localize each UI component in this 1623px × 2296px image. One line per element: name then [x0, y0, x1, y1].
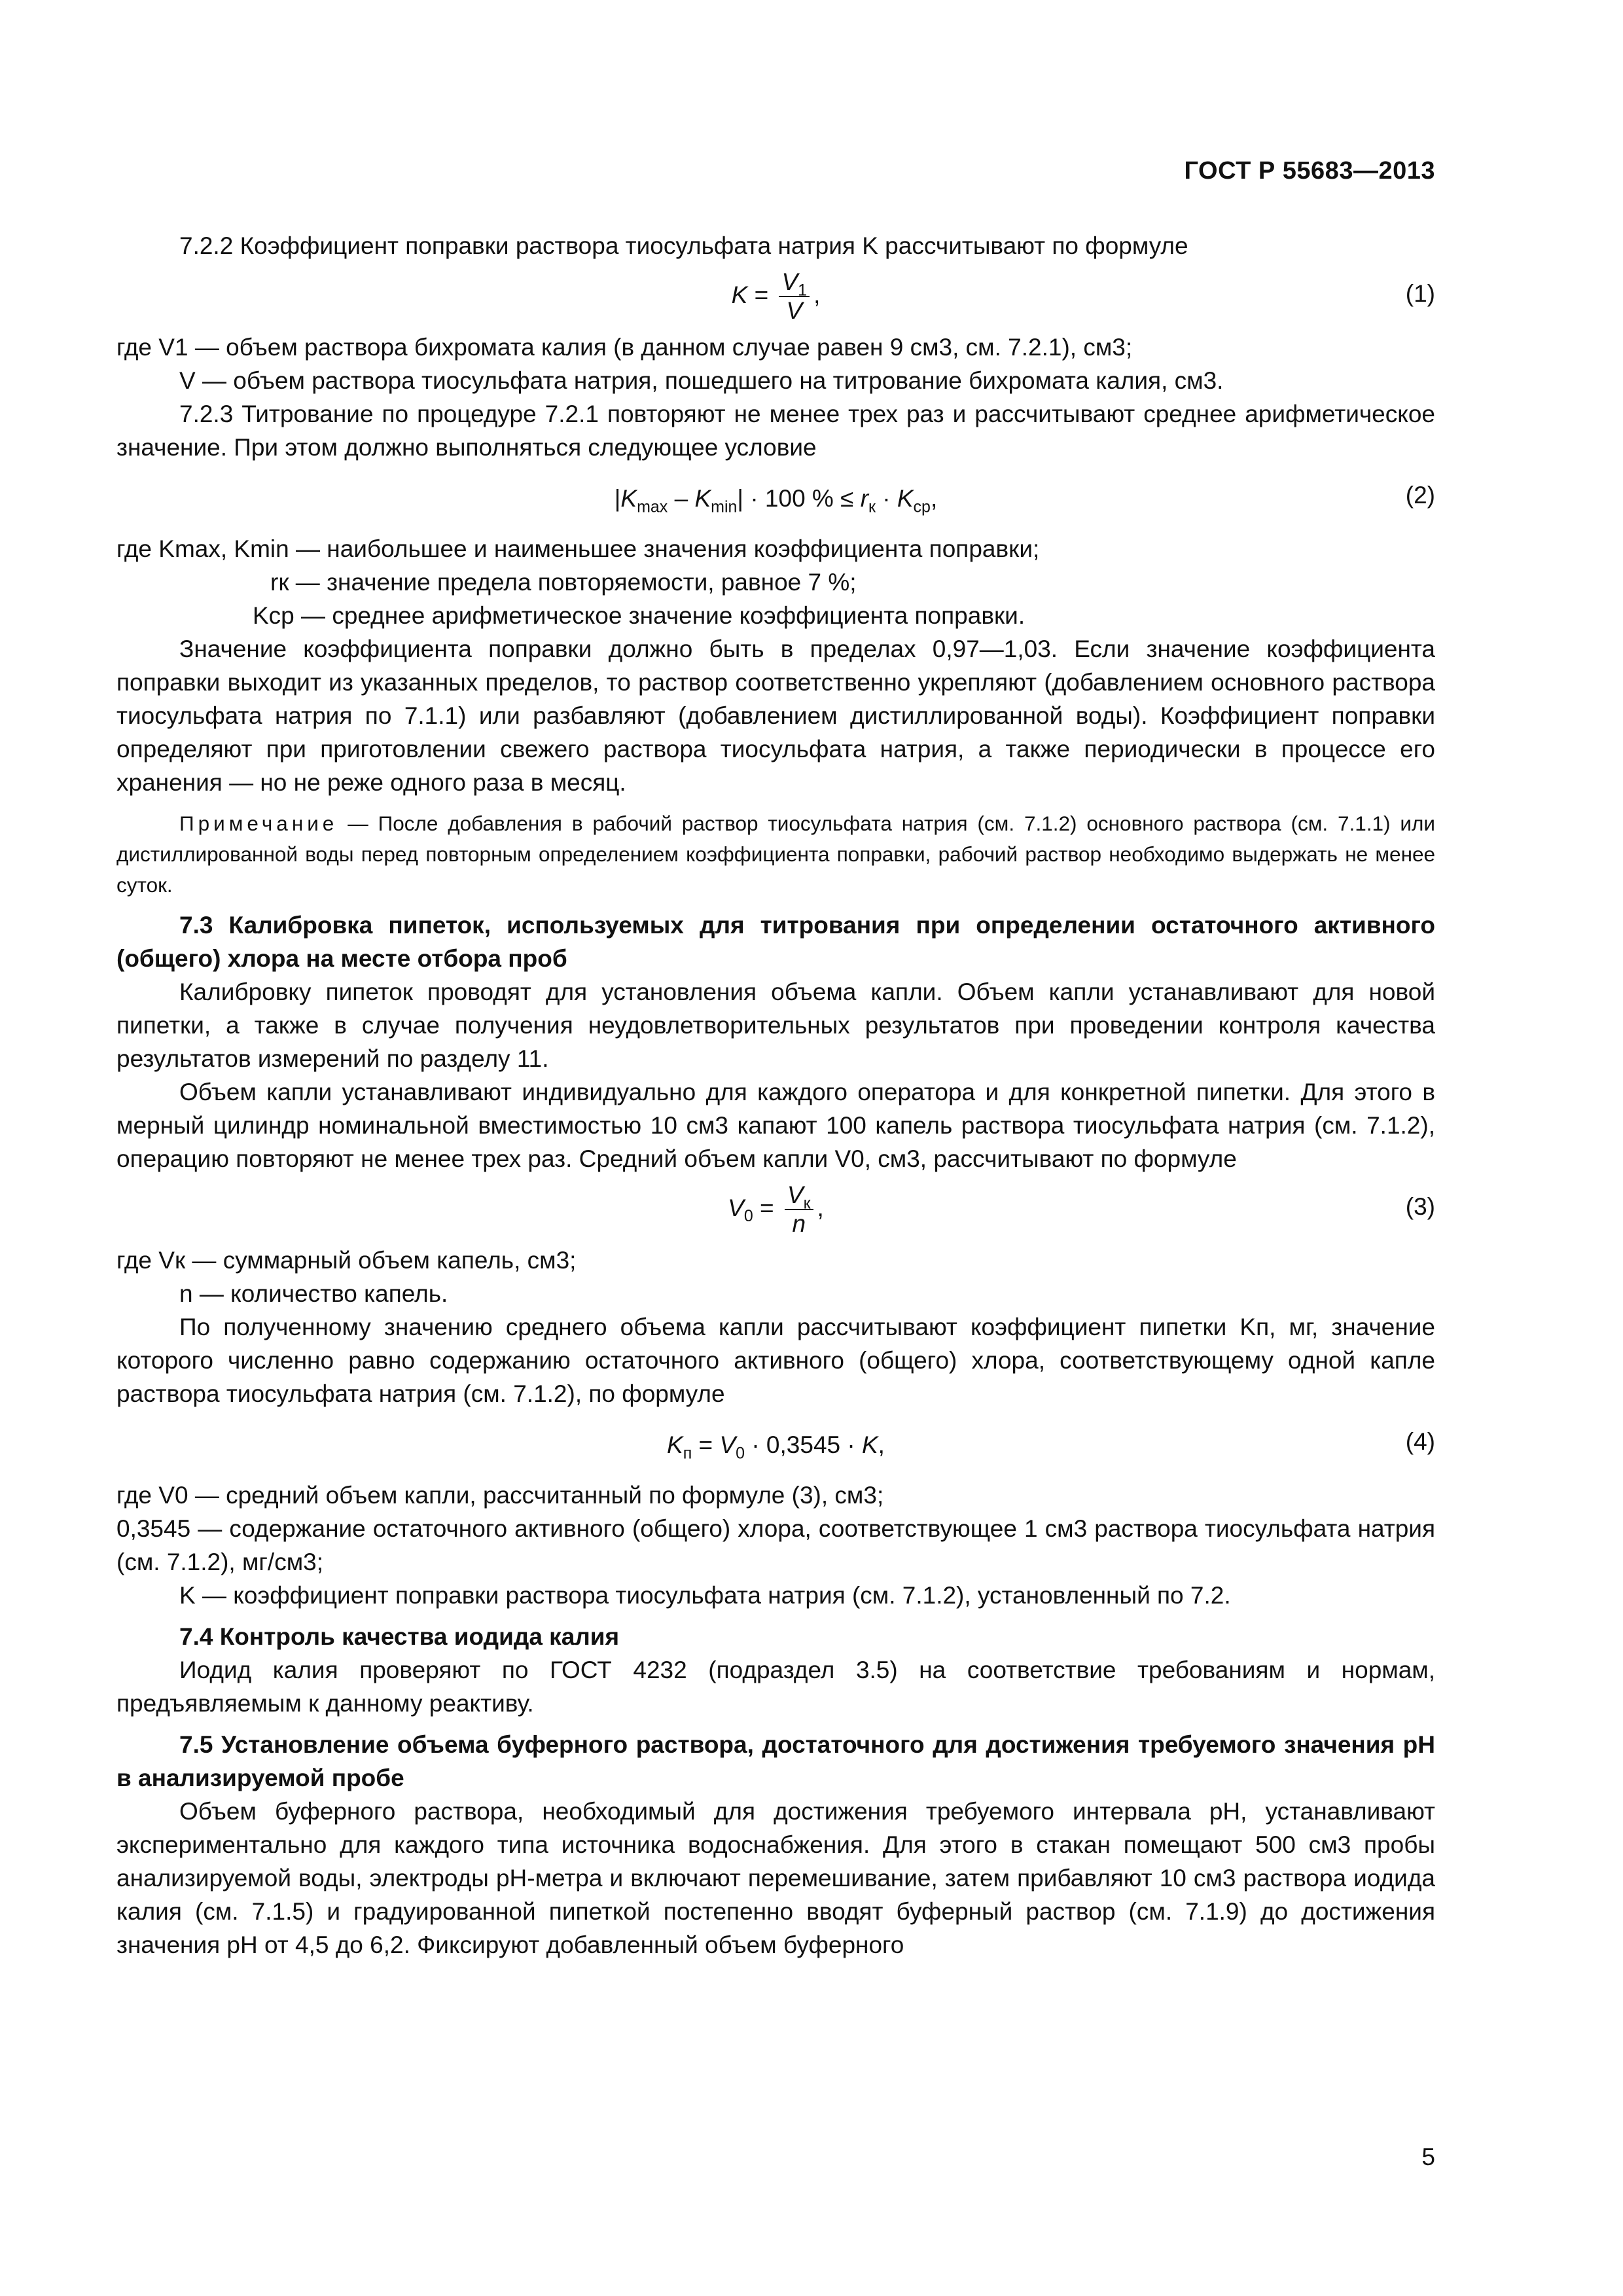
where-3-line-1: где Vк — суммарный объем капель, см3;: [116, 1247, 577, 1274]
clause-7-2-2: 7.2.2 Коэффициент поправки раствора тиосульфата натрия K рассчитывают по формуле: [179, 232, 1188, 259]
where-1-line-2: V — объем раствора тиосульфата натрия, пошедшего на титрование бихромата калия, см3.: [179, 367, 1224, 394]
paragraph-7-5: Объем буферного раствора, необходимый для достижения требуемого интервала pH, устанавливают экспериментально для каждого типа источника водоснабжения. Для этого в стакан помещают 500 см3 пробы анализируемой воды, электроды pH-метра и включают перемешивание, затем прибавляют 10 см3 раствора иодида калия (см. 7.1.5) и градуированной пипеткой постепенно вводят буферный раствор (см. 7.1.9) до достижения значения pH от 4,5 до 6,2. Фиксируют добавленный объем буферного: [116, 1798, 1435, 1958]
paragraph-7-3-b: Объем капли устанавливают индивидуально для каждого оператора и для конкретной пипетки. Для этого в мерный цилиндр номинальной вместимостью 10 см3 капают 100 капель раствора тиосульфата натрия (см. 7.1.2), операцию повторяют не менее трех раз. Средний объем капли V0, см3, рассчитывают по формуле: [116, 1079, 1435, 1172]
heading-7-4: 7.4 Контроль качества иодида калия: [179, 1623, 620, 1650]
where-2-line-1: где Kmax, Kmin — наибольшее и наименьшее значения коэффициента поправки;: [116, 535, 1040, 562]
paragraph-correction-range: Значение коэффициента поправки должно быть в пределах 0,97—1,03. Если значение коэффициента поправки выходит из указанных пределов, то раствор соответственно укрепляют (добавлением основного раствора тиосульфата натрия по 7.1.1) или разбавляют (добавлением дистиллированной воды). Коэффициент поправки определяют при приготовлении свежего раствора тиосульфата натрия, а также периодически в процессе его хранения — но не реже одного раза в месяц.: [116, 636, 1435, 796]
where-2-line-2: rк — значение предела повторяемости, равное 7 %;: [270, 569, 857, 596]
formula-3: [116, 1181, 1435, 1238]
formula-4-expression: $K_п = V_0 \cdot 0,3545 \cdot K$,: [667, 1431, 885, 1462]
formula-3-fraction: $\frac{V_к}{n}$: [785, 1181, 813, 1238]
where-4-line-3: K — коэффициент поправки раствора тиосульфата натрия (см. 7.1.2), установленный по 7.2.: [179, 1582, 1231, 1609]
paragraph-7-3-c: По полученному значению среднего объема капли рассчитывают коэффициент пипетки Kп, мг, значение которого численно равно содержанию остаточного активного (общего) хлора, соответствующему одной капле раствора тиосульфата натрия (см. 7.1.2), по формуле: [116, 1314, 1435, 1407]
formula-2: [116, 469, 1435, 527]
formula-1: [116, 268, 1435, 325]
formula-4: [116, 1416, 1435, 1473]
document-header: ГОСТ Р 55683—2013: [1184, 157, 1435, 185]
note: [116, 808, 1435, 901]
formula-1-fraction: $\frac{V_1}{V}$: [779, 268, 810, 325]
formula-2-expression: $|K_{max} - K_{min}| \cdot 100$ % ≤ $r_к \cdot K_{ср}$,: [614, 484, 938, 516]
where-4-line-1: где V0 — средний объем капли, рассчитанный по формуле (3), см3;: [116, 1482, 884, 1509]
clause-7-2-3: 7.2.3 Титрование по процедуре 7.2.1 повторяют не менее трех раз и рассчитывают среднее арифметическое значение. При этом должно выполняться следующее условие: [116, 401, 1435, 461]
where-2-line-3: Kср — среднее арифметическое значение коэффициента поправки.: [253, 602, 1026, 629]
paragraph-7-4: Иодид калия проверяют по ГОСТ 4232 (подраздел 3.5) на соответствие требованиям и нормам, предъявляемым к данному реактиву.: [116, 1657, 1435, 1717]
heading-7-3: 7.3 Калибровка пипеток, используемых для титрования при определении остаточного активного (общего) хлора на месте отбора проб: [116, 912, 1435, 972]
formula-1-number: (1): [1405, 280, 1435, 307]
page-number: 5: [1421, 2144, 1435, 2170]
heading-7-5: 7.5 Установление объема буферного раствора, достаточного для достижения требуемого значения pH в анализируемой пробе: [116, 1731, 1435, 1791]
paragraph-7-3-a: Калибровку пипеток проводят для установления объема капли. Объем капли устанавливают для новой пипетки, а также в случае получения неудовлетворительных результатов при проведении контроля качества результатов измерений по разделу 11.: [116, 978, 1435, 1072]
formula-3-number: (3): [1405, 1193, 1435, 1220]
formula-1-expression: K = $\frac{V_1}{V}$ ,: [731, 268, 821, 324]
where-3-line-2: n — количество капель.: [179, 1280, 448, 1307]
formula-2-number: (2): [1405, 482, 1435, 509]
page-content: [116, 229, 1435, 1962]
note-label: Примечание: [179, 812, 338, 835]
where-4-line-2: 0,3545 — содержание остаточного активного (общего) хлора, соответствующее 1 см3 раствора тиосульфата натрия (см. 7.1.2), мг/см3;: [116, 1515, 1435, 1575]
note-text: — После добавления в рабочий раствор тиосульфата натрия (см. 7.1.2) основного раствора (см. 7.1.1) или дистиллированной воды перед повторным определением коэффициента поправки, рабочий раствор необходимо выдержать не менее суток.: [116, 812, 1435, 897]
formula-3-expression: $V_0$ = $\frac{V_к}{n}$ ,: [728, 1181, 824, 1237]
where-1-line-1: где V1 — объем раствора бихромата калия (в данном случае равен 9 см3, см. 7.2.1), см3;: [116, 334, 1133, 361]
formula-4-number: (4): [1405, 1428, 1435, 1455]
